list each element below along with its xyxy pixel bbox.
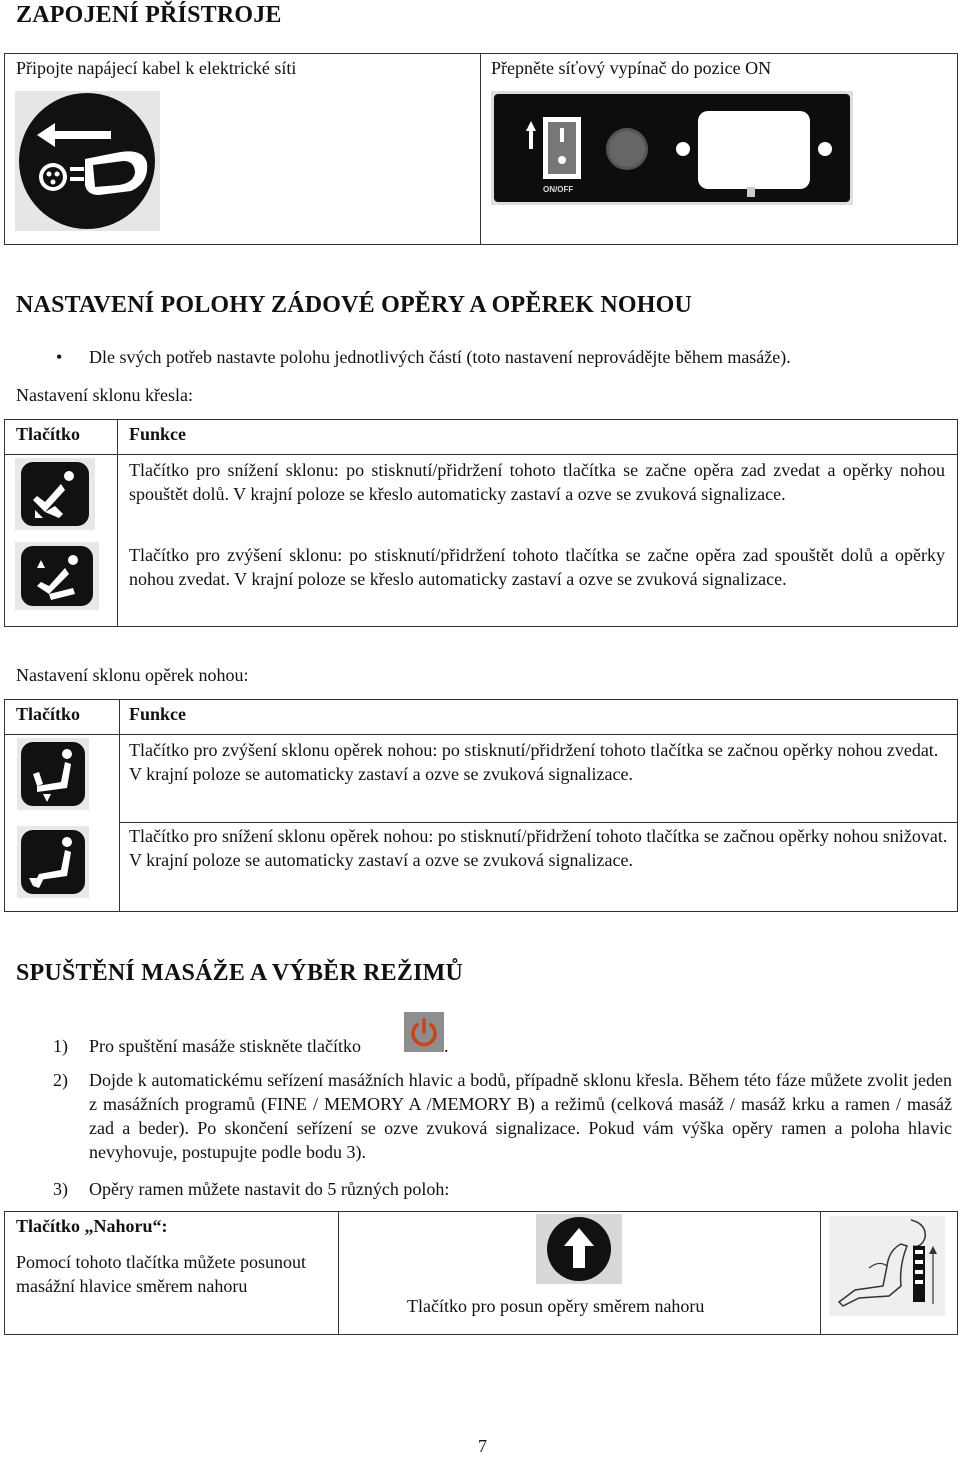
legrest-down-icon bbox=[17, 826, 89, 898]
section-title-position: NASTAVENÍ POLOHY ZÁDOVÉ OPĚRY A OPĚREK NOHOU bbox=[16, 292, 693, 318]
switch-caption: Přepněte síťový vypínač do pozice ON bbox=[491, 58, 772, 78]
bullet-text: Dle svých potřeb nastavte polohu jednotlivých částí (toto nastavení neprovádějte během masáže). bbox=[89, 347, 791, 367]
legrest-table bbox=[4, 699, 958, 912]
legrest-row-2-text: Tlačítko pro snížení sklonu opěrek nohou: po stisknutí/přidržení tohoto tlačítka se začnou opěrky nohou snižovat. V krajní poloze se automaticky zastaví a ozve se zvuková signalizace. bbox=[129, 826, 948, 870]
col-header-button: Tlačítko bbox=[16, 704, 81, 724]
col-header-function: Funkce bbox=[129, 424, 187, 444]
section-title-connection: ZAPOJENÍ PŘÍSTROJE bbox=[16, 2, 282, 28]
table-divider bbox=[338, 1212, 339, 1334]
list-item-3-text: Opěry ramen můžete nastavit do 5 různých poloh: bbox=[89, 1179, 450, 1199]
recline-up-icon bbox=[15, 542, 99, 610]
col-header-function: Funkce bbox=[129, 704, 187, 724]
list-item-1-text: Pro spuštění masáže stiskněte tlačítko bbox=[89, 1036, 361, 1056]
list-number-1: 1) bbox=[53, 1036, 68, 1056]
table-divider bbox=[119, 700, 120, 911]
table-header-rule bbox=[5, 454, 957, 455]
power-icon bbox=[404, 1012, 444, 1052]
nahoru-description: Pomocí tohoto tlačítka můžete posunout masážní hlavice směrem nahoru bbox=[16, 1252, 306, 1296]
on-off-label: ON/OFF bbox=[543, 185, 574, 194]
chair-row-2-text: Tlačítko pro zvýšení sklonu: po stisknutí/přidržení tohoto tlačítka se začne opěra zad spouštět dolů a opěrky nohou zvedat. V krajní poloze se křeslo automaticky zastaví a ozve se zvuková signalizace. bbox=[129, 545, 945, 589]
plug-caption: Připojte napájecí kabel k elektrické síti bbox=[16, 58, 297, 78]
arrow-up-icon bbox=[536, 1214, 622, 1284]
switch-panel bbox=[491, 91, 853, 205]
chair-table bbox=[4, 419, 958, 627]
table-divider bbox=[480, 54, 481, 244]
list-number-2: 2) bbox=[53, 1070, 68, 1090]
chair-heading: Nastavení sklonu křesla: bbox=[16, 385, 193, 405]
list-item-1-after: . bbox=[444, 1036, 449, 1056]
list-number-3: 3) bbox=[53, 1179, 68, 1199]
chair-row-1-text: Tlačítko pro snížení sklonu: po stisknutí/přidržení tohoto tlačítka se začne opěra zad zvedat a opěrky nohou spouštět dolů. V krajní poloze se křeslo automaticky zastaví a ozve se zvuková signalizace. bbox=[129, 460, 945, 504]
massage-figure-icon bbox=[829, 1216, 945, 1316]
table-divider bbox=[820, 1212, 821, 1334]
bullet-dot: • bbox=[56, 347, 63, 367]
legrest-heading: Nastavení sklonu opěrek nohou: bbox=[16, 665, 249, 685]
section-title-massage: SPUŠTĚNÍ MASÁŽE A VÝBĚR REŽIMŮ bbox=[16, 960, 463, 986]
connection-table bbox=[4, 53, 958, 245]
col-header-button: Tlačítko bbox=[16, 424, 81, 444]
recline-down-icon bbox=[15, 458, 95, 530]
nahoru-caption: Tlačítko pro posun opěry směrem nahoru bbox=[407, 1296, 705, 1316]
page-number: 7 bbox=[478, 1436, 487, 1456]
legrest-row-1-text: Tlačítko pro zvýšení sklonu opěrek nohou: po stisknutí/přidržení tohoto tlačítka se začnou opěrky nohou zvedat. V krajní poloze se automaticky zastaví a ozve se zvuková signalizace. bbox=[129, 740, 939, 784]
table-divider bbox=[117, 420, 118, 626]
list-item-2-text: Dojde k automatickému seřízení masážních hlavic a bodů, případně sklonu křesla. Během této fáze můžete zvolit jeden z masážních programů (FINE / MEMORY A /MEMORY B) a režimů (celková masáž / masáž krku a ramen / masáž zad a beder). Po skončení seřízení se ozve zvuková signalizace. Pokud vám výška opěry ramen a poloha hlavic nevyhovuje, postupujte podle bodu 3). bbox=[89, 1070, 952, 1162]
nahoru-title: Tlačítko „Nahoru“: bbox=[16, 1216, 168, 1236]
plug-icon bbox=[15, 91, 160, 231]
nahoru-table bbox=[4, 1211, 958, 1335]
legrest-up-icon bbox=[17, 738, 89, 810]
table-row-rule bbox=[119, 822, 957, 823]
table-header-rule bbox=[5, 734, 957, 735]
